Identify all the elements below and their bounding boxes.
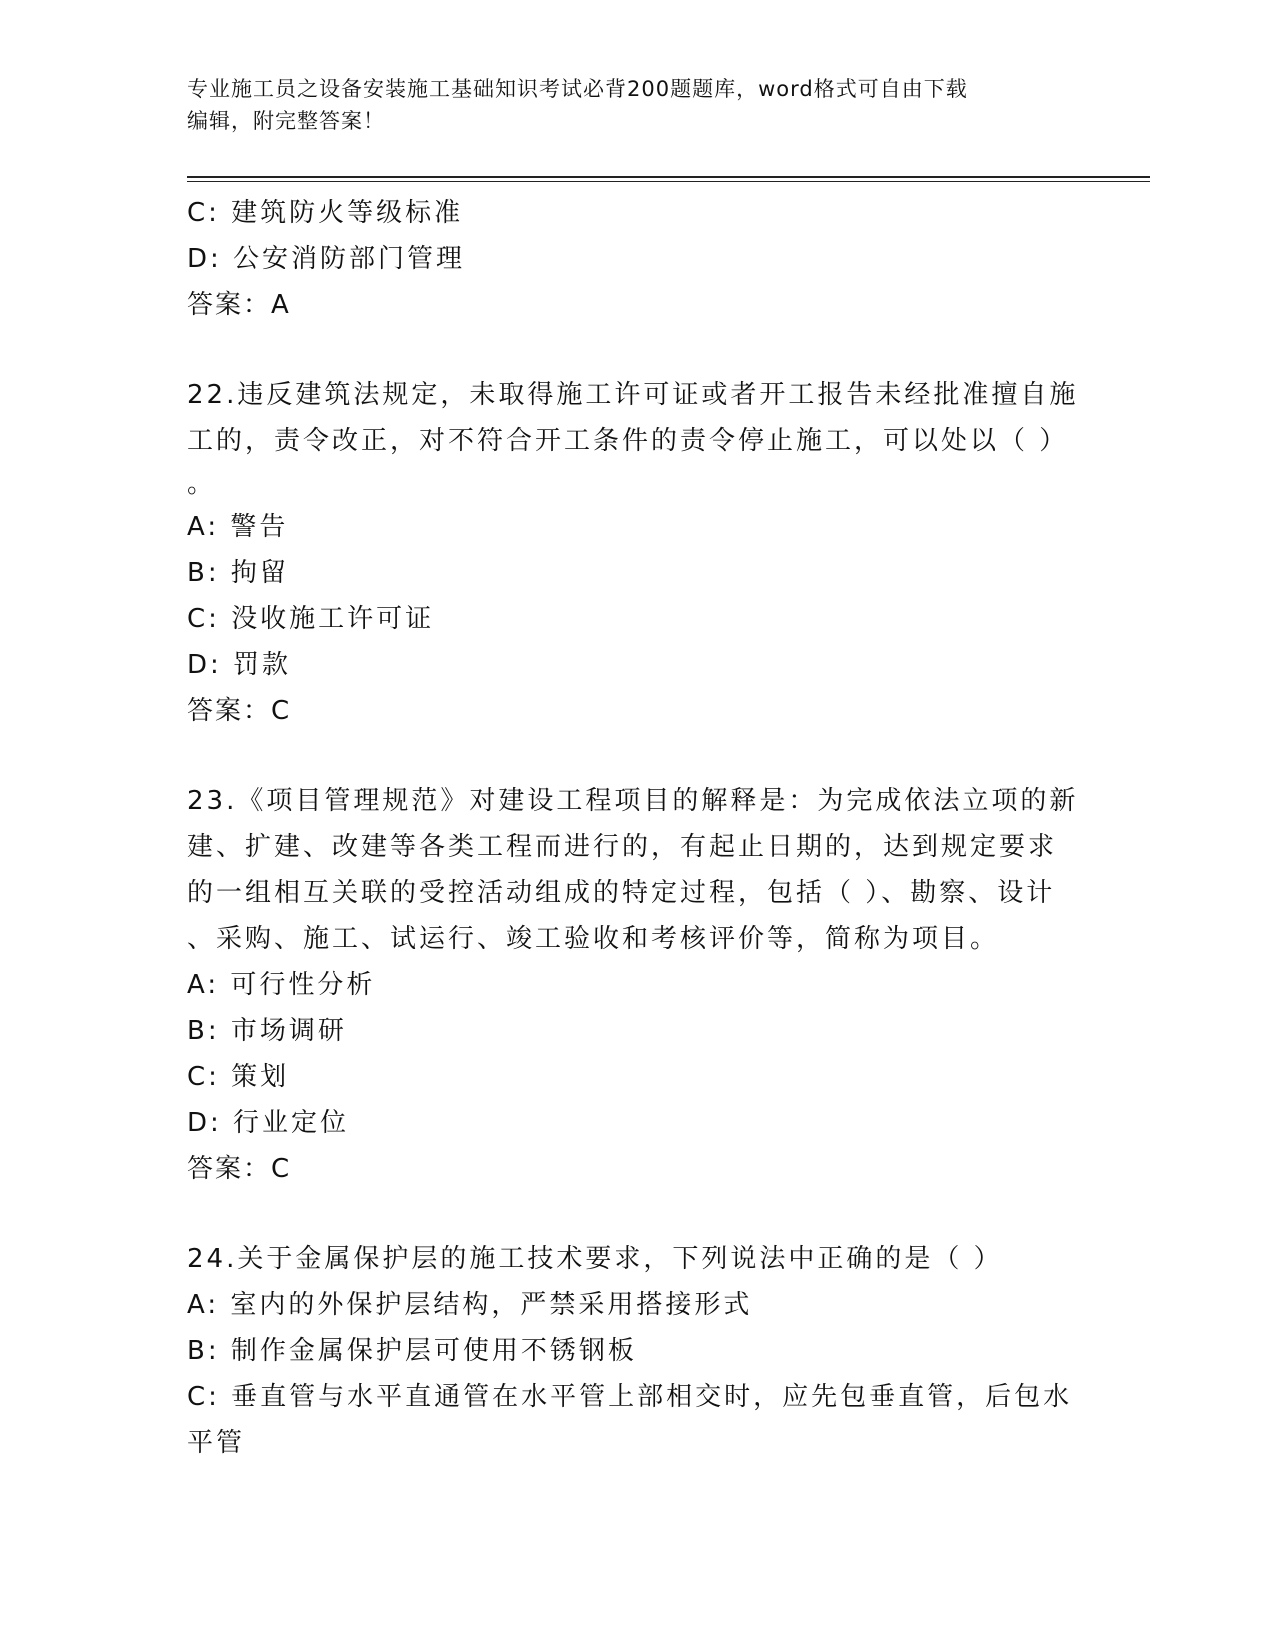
option-d: D: 罚款 bbox=[187, 650, 292, 680]
option-c-continued: 平管 bbox=[187, 1428, 246, 1458]
option-b: B: 市场调研 bbox=[187, 1016, 347, 1046]
option-b: B: 制作金属保护层可使用不锈钢板 bbox=[187, 1336, 637, 1366]
spacer bbox=[187, 328, 1067, 372]
option-b: B: 拘留 bbox=[187, 558, 289, 588]
option-d: D: 公安消防部门管理 bbox=[187, 244, 466, 274]
option-c: C: 策划 bbox=[187, 1062, 290, 1092]
question-text-line: 建、扩建、改建等各类工程而进行的，有起止日期的，达到规定要求 bbox=[187, 832, 1058, 862]
header-divider-thin bbox=[187, 181, 1150, 182]
header-line-1: 专业施工员之设备安装施工基础知识考试必背200题题库，word格式可自由下载 bbox=[187, 77, 968, 101]
option-d: D: 行业定位 bbox=[187, 1108, 350, 1138]
spacer bbox=[187, 1192, 1067, 1236]
question-23 bbox=[187, 778, 1079, 1192]
answer-label: 答案：A bbox=[187, 290, 291, 320]
question-content bbox=[187, 190, 1079, 1466]
spacer bbox=[187, 734, 1067, 778]
question-text-line: 。 bbox=[187, 469, 217, 499]
option-a: A: 可行性分析 bbox=[187, 970, 376, 1000]
answer-label: 答案：C bbox=[187, 1154, 292, 1184]
option-a: A: 警告 bbox=[187, 512, 289, 542]
question-text-line: 23.《项目管理规范》对建设工程项目的解释是：为完成依法立项的新 bbox=[187, 786, 1079, 816]
question-text-line: 22.违反建筑法规定，未取得施工许可证或者开工报告未经批准擅自施 bbox=[187, 380, 1079, 410]
answer-label: 答案：C bbox=[187, 696, 292, 726]
header-line-2: 编辑，附完整答案！ bbox=[187, 109, 385, 133]
question-text-line: 、采购、施工、试运行、竣工验收和考核评价等，简称为项目。 bbox=[187, 924, 1000, 954]
header-divider-thick bbox=[187, 176, 1150, 178]
question-text-line: 的一组相互关联的受控活动组成的特定过程，包括（ ）、勘察、设计 bbox=[187, 878, 1056, 908]
option-c: C: 建筑防火等级标准 bbox=[187, 198, 464, 228]
option-a: A: 室内的外保护层结构，严禁采用搭接形式 bbox=[187, 1290, 753, 1320]
question-22 bbox=[187, 372, 1079, 734]
document-header bbox=[187, 73, 1067, 137]
option-c: C: 没收施工许可证 bbox=[187, 604, 435, 634]
option-c: C: 垂直管与水平直通管在水平管上部相交时，应先包垂直管，后包水 bbox=[187, 1382, 1073, 1412]
question-21 bbox=[187, 190, 1067, 328]
question-text-line: 24.关于金属保护层的施工技术要求，下列说法中正确的是（ ） bbox=[187, 1244, 1003, 1274]
question-24 bbox=[187, 1236, 1073, 1466]
question-text-line: 工的，责令改正，对不符合开工条件的责令停止施工，可以处以（ ） bbox=[187, 426, 1069, 456]
